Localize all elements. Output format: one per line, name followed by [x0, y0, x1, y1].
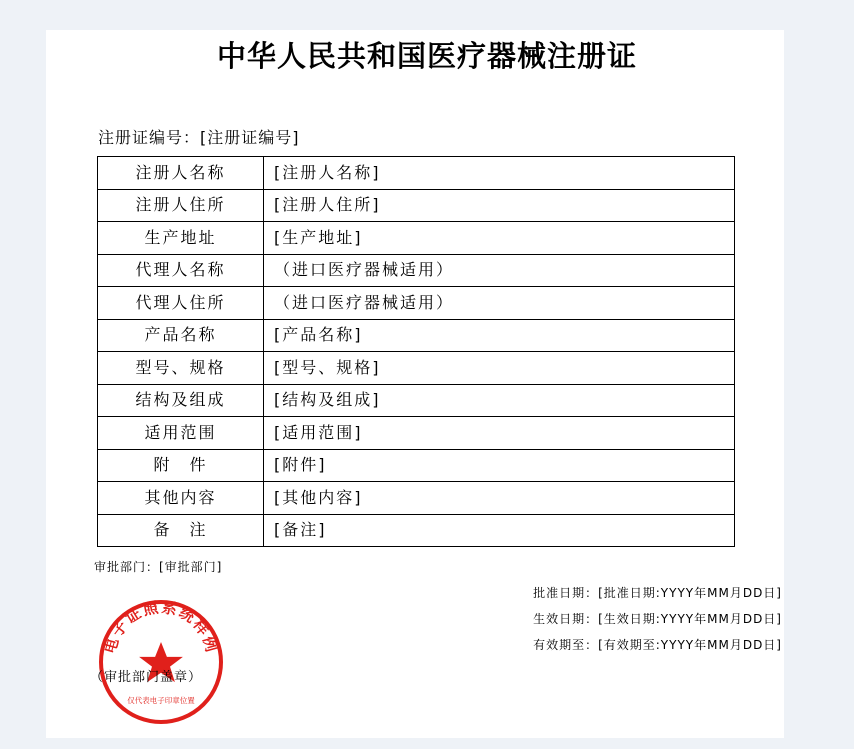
table-row	[98, 384, 735, 417]
valid-until-date: 有效期至：[有效期至:YYYY年MM月DD日]	[533, 638, 782, 652]
row-label: 型号、规格	[98, 352, 264, 385]
row-value: [产品名称]	[264, 319, 735, 352]
table-row	[98, 287, 735, 320]
row-value: [备注]	[264, 514, 735, 547]
registration-number: 注册证编号：[注册证编号]	[98, 128, 300, 147]
table-row	[98, 352, 735, 385]
table-row	[98, 222, 735, 255]
table-row	[98, 417, 735, 450]
row-label: 代理人名称	[98, 254, 264, 287]
table-row	[98, 482, 735, 515]
row-label: 适用范围	[98, 417, 264, 450]
row-label: 结构及组成	[98, 384, 264, 417]
approval-date: 批准日期：[批准日期:YYYY年MM月DD日]	[533, 586, 782, 600]
row-value: [型号、规格]	[264, 352, 735, 385]
approving-department: 审批部门：[审批部门]	[94, 560, 223, 574]
row-value: [其他内容]	[264, 482, 735, 515]
row-label: 其他内容	[98, 482, 264, 515]
official-seal-icon	[96, 597, 226, 727]
info-table	[97, 156, 735, 547]
table-row	[98, 449, 735, 482]
row-value: [生产地址]	[264, 222, 735, 255]
table-row	[98, 319, 735, 352]
row-value: [注册人名称]	[264, 157, 735, 190]
row-value: [注册人住所]	[264, 189, 735, 222]
row-value: [适用范围]	[264, 417, 735, 450]
svg-text:仅代表电子印章位置: 仅代表电子印章位置	[127, 696, 195, 705]
row-label: 备 注	[98, 514, 264, 547]
row-label: 附 件	[98, 449, 264, 482]
seal-caption: （审批部门盖章）	[90, 670, 203, 685]
row-label: 注册人住所	[98, 189, 264, 222]
svg-text:电子证照系统样例: 电子证照系统样例	[100, 598, 222, 656]
effective-date: 生效日期：[生效日期:YYYY年MM月DD日]	[533, 612, 782, 626]
row-value: [结构及组成]	[264, 384, 735, 417]
row-label: 产品名称	[98, 319, 264, 352]
table-row	[98, 157, 735, 190]
row-label: 生产地址	[98, 222, 264, 255]
row-label: 注册人名称	[98, 157, 264, 190]
table-row	[98, 514, 735, 547]
row-value: （进口医疗器械适用）	[264, 287, 735, 320]
row-value: （进口医疗器械适用）	[264, 254, 735, 287]
date-block	[533, 585, 782, 663]
row-label: 代理人住所	[98, 287, 264, 320]
table-row	[98, 254, 735, 287]
table-row	[98, 189, 735, 222]
row-value: [附件]	[264, 449, 735, 482]
document-title: 中华人民共和国医疗器械注册证	[216, 39, 637, 73]
